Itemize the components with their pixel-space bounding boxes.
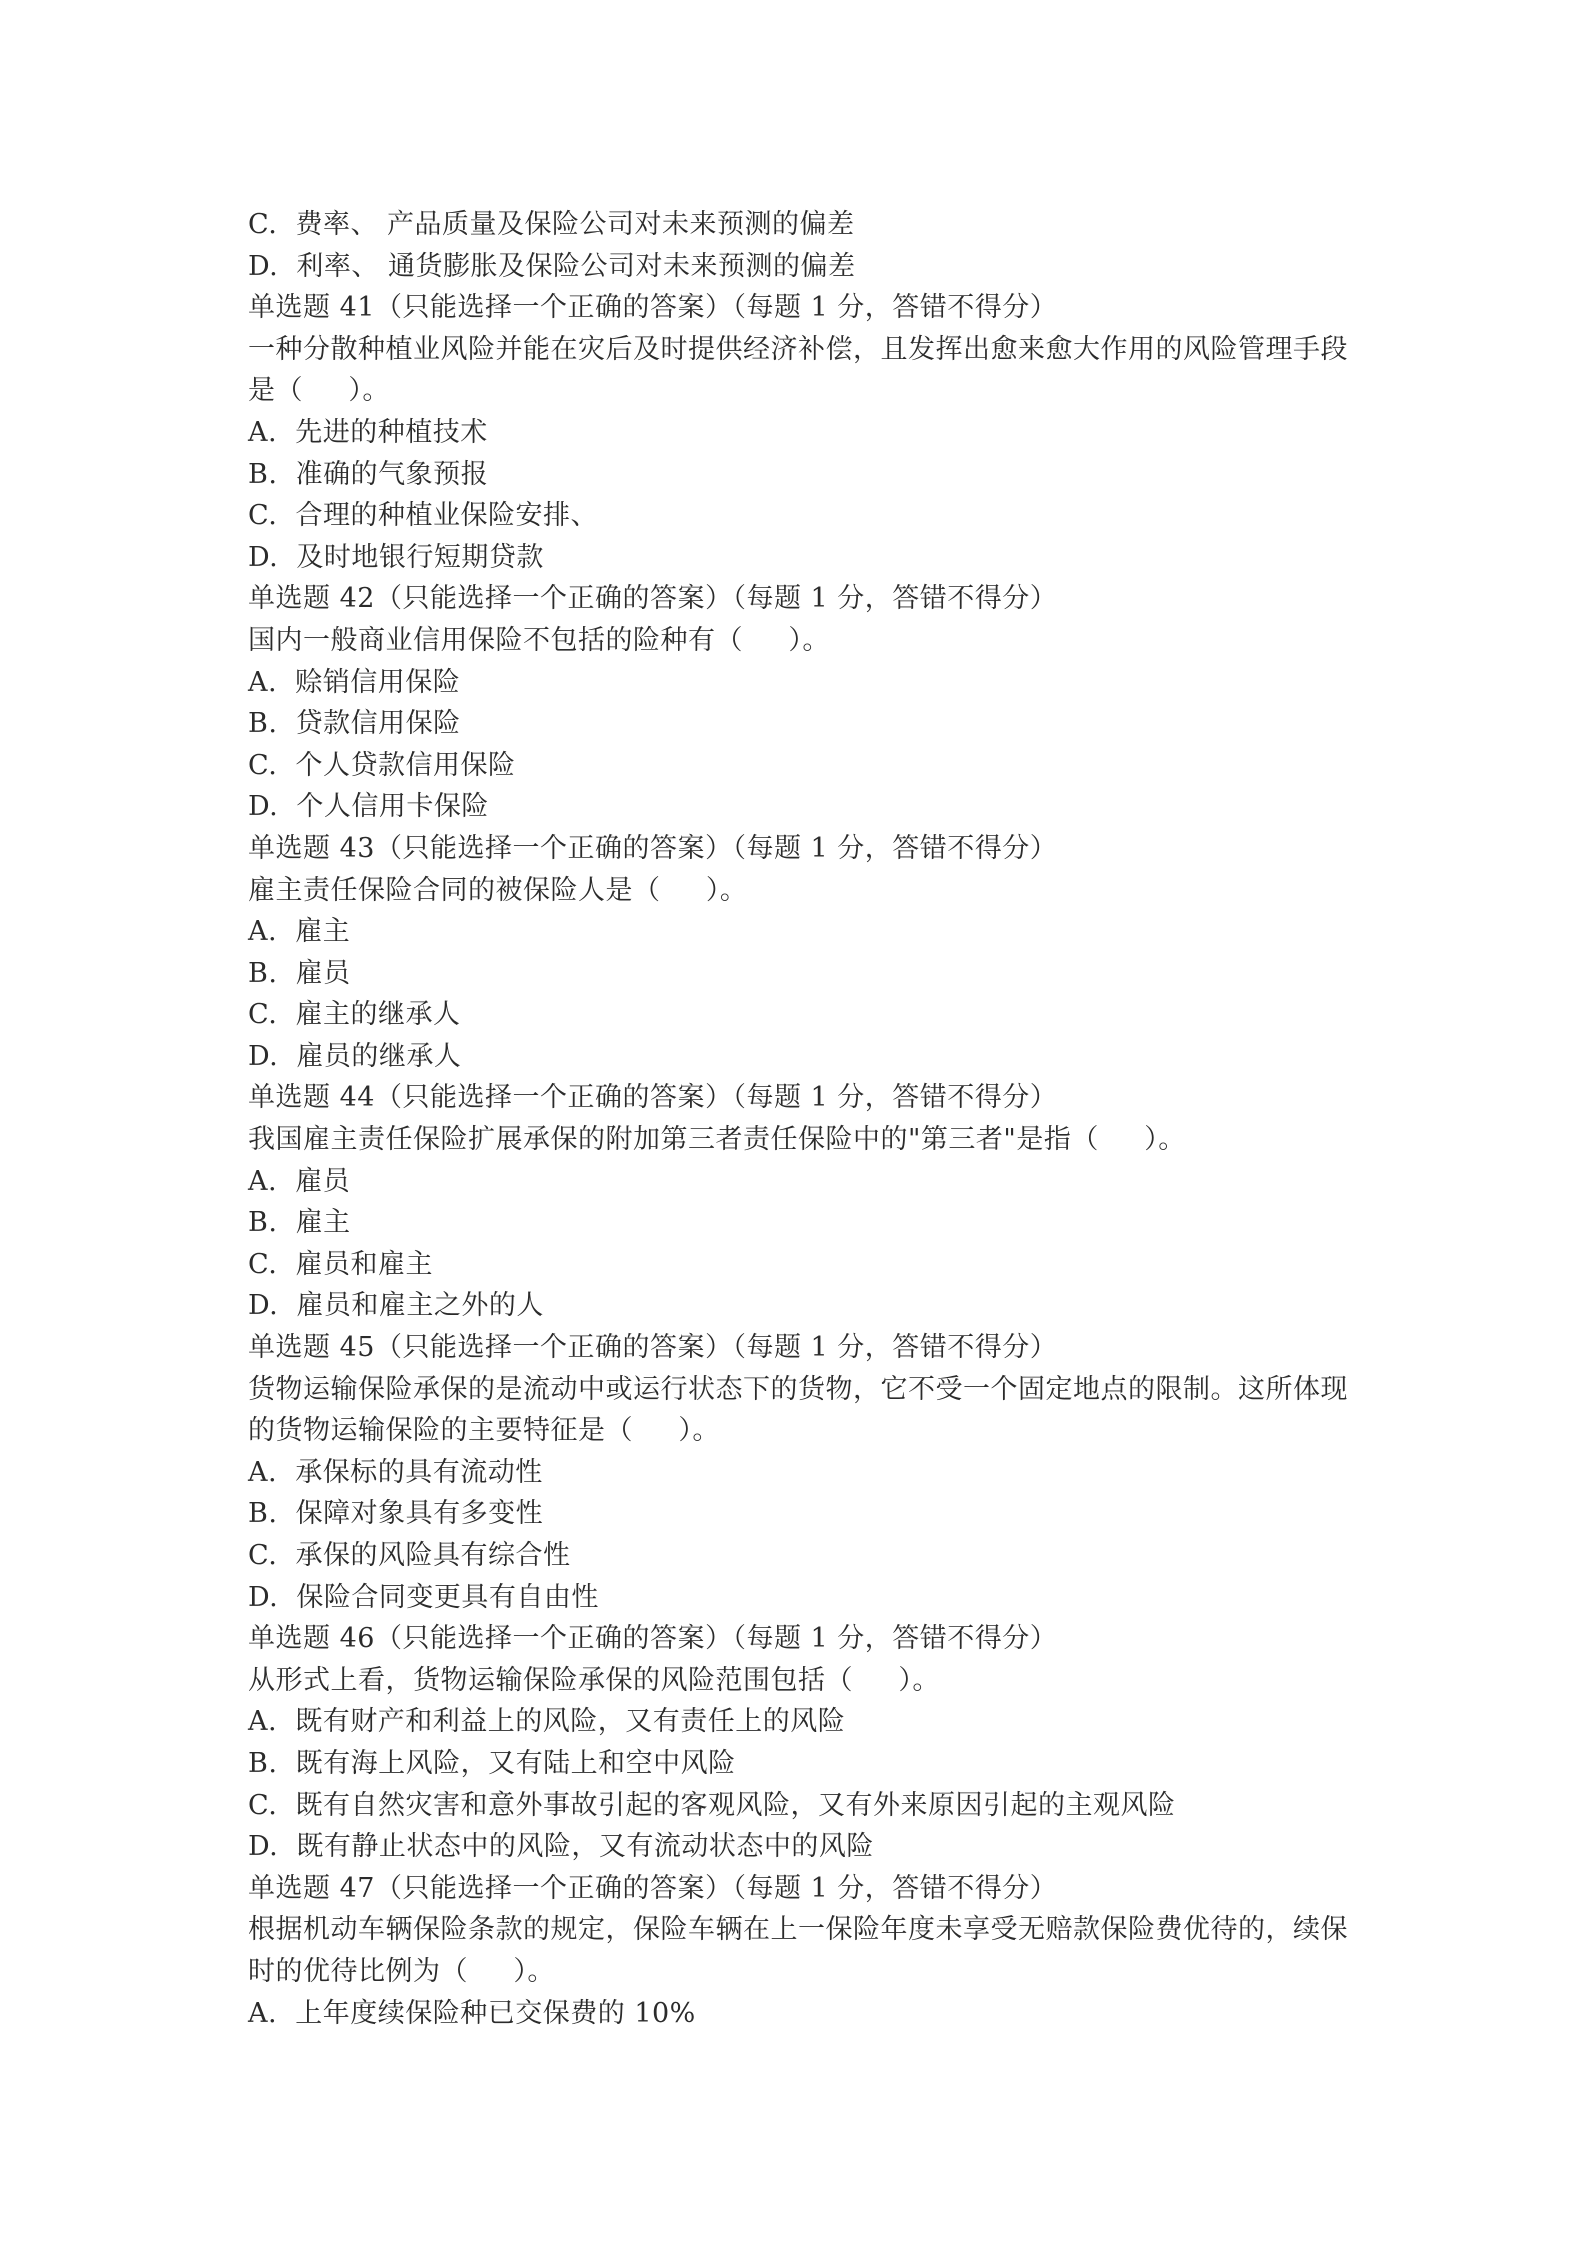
answer-option: C. 雇主的继承人 [248, 999, 461, 1031]
document-page [248, 204, 1378, 2034]
question-text: 一种分散种植业风险并能在灾后及时提供经济补偿，且发挥出愈来愈大作用的风险管理手段 [248, 333, 1348, 365]
question-header: 单选题 46（只能选择一个正确的答案）（每题 1 分，答错不得分） [248, 1623, 1058, 1655]
question-text: 从形式上看，货物运输保险承保的风险范围包括（ ）。 [248, 1664, 940, 1696]
question-header: 单选题 47（只能选择一个正确的答案）（每题 1 分，答错不得分） [248, 1872, 1058, 1904]
question-text: 的货物运输保险的主要特征是（ ）。 [248, 1415, 720, 1447]
question-text: 根据机动车辆保险条款的规定，保险车辆在上一保险年度未享受无赔款保险费优待的，续保 [248, 1914, 1348, 1946]
question-header: 单选题 41（只能选择一个正确的答案）（每题 1 分，答错不得分） [248, 292, 1058, 324]
answer-option: D. 及时地银行短期贷款 [248, 541, 544, 573]
answer-option: A. 承保标的具有流动性 [248, 1456, 543, 1488]
question-text: 货物运输保险承保的是流动中或运行状态下的货物，它不受一个固定地点的限制。这所体现 [248, 1373, 1348, 1405]
answer-option: D. 雇员的继承人 [248, 1040, 462, 1072]
answer-option: A. 先进的种植技术 [248, 416, 488, 448]
answer-option: A. 既有财产和利益上的风险，又有责任上的风险 [248, 1706, 846, 1738]
answer-option: C. 费率、 产品质量及保险公司对未来预测的偏差 [248, 209, 855, 240]
answer-option: A. 上年度续保险种已交保费的 10% [248, 1997, 696, 2029]
answer-option: C. 个人贷款信用保险 [248, 749, 516, 781]
answer-option: D. 利率、 通货膨胀及保险公司对未来预测的偏差 [248, 250, 856, 282]
answer-option: A. 赊销信用保险 [248, 666, 461, 698]
question-header: 单选题 45（只能选择一个正确的答案）（每题 1 分，答错不得分） [248, 1332, 1058, 1364]
answer-option: B. 既有海上风险，又有陆上和空中风险 [248, 1747, 736, 1779]
question-text: 我国雇主责任保险扩展承保的附加第三者责任保险中的"第三者"是指（ ）。 [248, 1124, 1186, 1156]
answer-option: B. 雇主 [248, 1207, 351, 1239]
answer-option: C. 承保的风险具有综合性 [248, 1540, 571, 1571]
answer-option: C. 合理的种植业保险安排、 [248, 500, 598, 532]
question-text: 国内一般商业信用保险不包括的险种有（ ）。 [248, 624, 830, 656]
answer-option: C. 既有自然灾害和意外事故引起的客观风险，又有外来原因引起的主观风险 [248, 1789, 1176, 1821]
question-text: 时的优待比例为（ ）。 [248, 1955, 555, 1987]
question-header: 单选题 43（只能选择一个正确的答案）（每题 1 分，答错不得分） [248, 832, 1058, 864]
answer-option: D. 雇员和雇主之外的人 [248, 1290, 544, 1322]
answer-option: A. 雇员 [248, 1165, 351, 1197]
answer-option: B. 雇员 [248, 957, 351, 989]
answer-option: D. 保险合同变更具有自由性 [248, 1581, 599, 1613]
answer-option: C. 雇员和雇主 [248, 1248, 433, 1280]
answer-option: B. 保障对象具有多变性 [248, 1498, 544, 1530]
answer-option: D. 既有静止状态中的风险，又有流动状态中的风险 [248, 1831, 874, 1863]
question-text: 雇主责任保险合同的被保险人是（ ）。 [248, 874, 748, 906]
question-header: 单选题 44（只能选择一个正确的答案）（每题 1 分，答错不得分） [248, 1082, 1058, 1114]
answer-option: B. 准确的气象预报 [248, 458, 489, 490]
answer-option: B. 贷款信用保险 [248, 708, 461, 740]
question-header: 单选题 42（只能选择一个正确的答案）（每题 1 分，答错不得分） [248, 583, 1058, 615]
question-text: 是（ ）。 [248, 375, 390, 407]
answer-option: A. 雇主 [248, 916, 351, 948]
answer-option: D. 个人信用卡保险 [248, 791, 489, 823]
